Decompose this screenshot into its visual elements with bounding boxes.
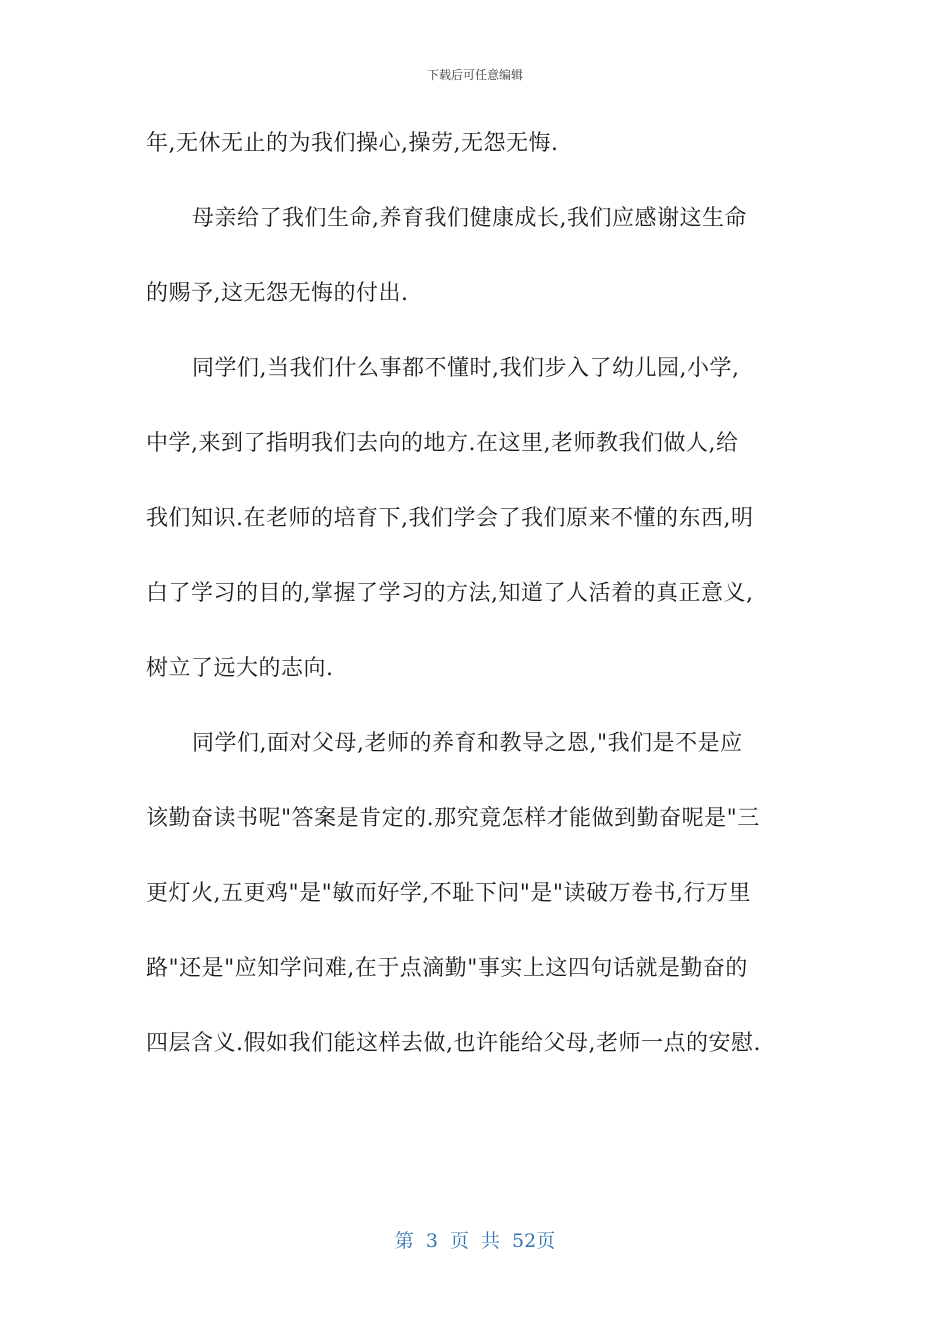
text-line: 该勤奋读书呢"答案是肯定的.那究竟怎样才能做到勤奋呢是"三 [146,806,760,831]
text-line: 我们知识.在老师的培育下,我们学会了我们原来不懂的东西,明 [146,506,754,531]
text-line: 年,无休无止的为我们操心,操劳,无怨无悔. [146,131,559,156]
page-number-footer: 第 3 页 共 52页 [394,1230,556,1252]
page-header: 下载后可任意编辑 [426,68,523,82]
text-line: 中学,来到了指明我们去向的地方.在这里,老师教我们做人,给 [146,431,739,456]
paragraph-start-line: 同学们,面对父母,老师的养育和教导之恩,"我们是不是应 [192,731,743,756]
paragraph-start-line: 母亲给了我们生命,养育我们健康成长,我们应感谢这生命 [192,206,747,231]
paragraph-start-line: 同学们,当我们什么事都不懂时,我们步入了幼儿园,小学, [192,356,740,381]
document-body [146,122,810,1097]
text-line: 四层含义.假如我们能这样去做,也许能给父母,老师一点的安慰. [146,1031,761,1056]
text-line: 更灯火,五更鸡"是"敏而好学,不耻下问"是"读破万卷书,行万里 [146,881,751,906]
text-line: 树立了远大的志向. [146,656,334,681]
text-line: 白了学习的目的,掌握了学习的方法,知道了人活着的真正意义, [146,581,754,606]
text-line: 路"还是"应知学问难,在于点滴勤"事实上这四句话就是勤奋的 [146,956,748,981]
text-line: 的赐予,这无怨无悔的付出. [146,281,409,306]
